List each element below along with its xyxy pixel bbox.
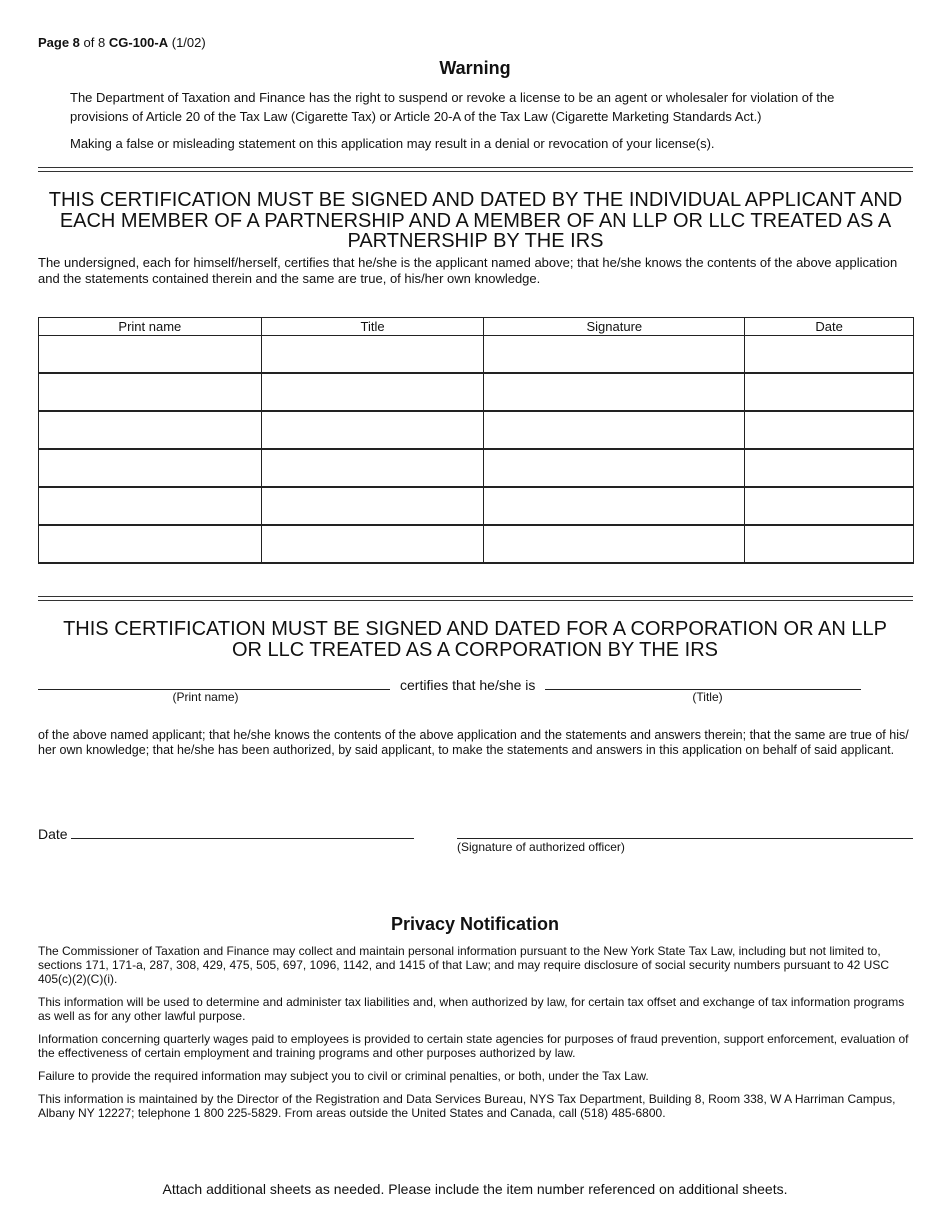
privacy-paragraph: Information concerning quarterly wages paid to employees is provided to certain state agencies for purposes of fraud prevention, support enforcement, evaluation of the effectiveness of certain employment and training programs and other purposes authorized by law. — [38, 1032, 909, 1060]
column-header: Title — [261, 318, 484, 336]
column-header: Date — [745, 318, 914, 336]
form-id: CG-100-A — [108, 35, 169, 50]
table-row — [39, 525, 914, 563]
signature-cell[interactable] — [484, 373, 745, 411]
footer-note: Attach additional sheets as needed. Please include the item number referenced on additional sheets. — [162, 1181, 788, 1197]
date-cell[interactable] — [745, 487, 914, 525]
individual-cert-title: THIS CERTIFICATION MUST BE SIGNED AND DATED BY THE INDIVIDUAL APPLICANT AND EACH MEMBER OF A PARTNERSHIP AND A MEMBER OF AN LLP OR LLC TREATED AS A PARTNERSHIP BY THE IRS — [48, 189, 903, 252]
warning-body — [70, 89, 870, 163]
print-name-cell[interactable] — [39, 525, 262, 563]
corporation-cert-text: of the above named applicant; that he/she knows the contents of the above application and the statements and answers therein; that the same are true of his/ her own knowledge; that he/she has been authorized, by said applicant, to make the statements and answers in this application on behalf of said applicant. — [38, 728, 909, 757]
print-name-cell[interactable] — [39, 411, 262, 449]
signature-cell[interactable] — [484, 487, 745, 525]
date-line[interactable] — [71, 838, 414, 839]
privacy-body — [38, 944, 918, 1129]
warning-paragraph: Making a false or misleading statement on this application may result in a denial or revocation of your license(s). — [70, 136, 715, 151]
signature-cell[interactable] — [484, 411, 745, 449]
signature-cell[interactable] — [484, 336, 745, 374]
print-name-cell[interactable] — [39, 487, 262, 525]
title-cell[interactable] — [261, 525, 484, 563]
column-header: Print name — [39, 318, 262, 336]
certifies-text: certifies that he/she is — [400, 677, 536, 693]
title-cell[interactable] — [261, 411, 484, 449]
date-cell[interactable] — [745, 336, 914, 374]
table-row — [39, 336, 914, 374]
page-of-label: of 8 — [83, 35, 106, 50]
title-cell[interactable] — [261, 336, 484, 374]
table-row — [39, 449, 914, 487]
print-name-caption: (Print name) — [172, 690, 239, 704]
date-label: Date — [38, 826, 68, 842]
section-divider — [38, 167, 913, 172]
date-cell[interactable] — [745, 373, 914, 411]
print-name-cell[interactable] — [39, 449, 262, 487]
warning-paragraph: The Department of Taxation and Finance has the right to suspend or revoke a license to be an agent or wholesaler for violation of the provisions of Article 20 of the Tax Law (Cigarette Tax) or Article 20-A of the Tax Law (Cigarette Marketing Standards Act.) — [70, 90, 835, 124]
privacy-paragraph: Failure to provide the required information may subject you to civil or criminal penalties, or both, under the Tax Law. — [38, 1069, 649, 1083]
signature-caption: (Signature of authorized officer) — [457, 840, 625, 854]
print-name-cell[interactable] — [39, 336, 262, 374]
date-cell[interactable] — [745, 525, 914, 563]
form-revision: (1/02) — [171, 35, 206, 50]
page-header — [38, 35, 206, 50]
signature-cell[interactable] — [484, 525, 745, 563]
signature-table-header — [39, 318, 914, 336]
column-header: Signature — [484, 318, 745, 336]
corporation-cert-title: THIS CERTIFICATION MUST BE SIGNED AND DATED FOR A CORPORATION OR AN LLP OR LLC TREATED AS A CORPORATION BY THE IRS — [63, 618, 887, 661]
section-divider — [38, 596, 913, 601]
signature-cell[interactable] — [484, 449, 745, 487]
privacy-paragraph: The Commissioner of Taxation and Finance may collect and maintain personal information pursuant to the New York State Tax Law, including but not limited to, sections 171, 171-a, 287, 308, 429, 475, 505, 697, 1096, 1142, and 1415 of that Law; and may require disclosure of social security numbers pursuant to 42 USC 405(c)(2)(C)(i). — [38, 944, 889, 986]
print-name-cell[interactable] — [39, 373, 262, 411]
table-row — [39, 373, 914, 411]
page-label: Page 8 — [38, 35, 80, 50]
title-cell[interactable] — [261, 373, 484, 411]
privacy-title: Privacy Notification — [390, 914, 560, 934]
date-cell[interactable] — [745, 411, 914, 449]
individual-cert-text: The undersigned, each for himself/herself, certifies that he/she is the applicant named above; that he/she knows the contents of the above application and the statements contained therein and the same are true, of his/her own knowledge. — [38, 255, 898, 286]
date-cell[interactable] — [745, 449, 914, 487]
table-row — [39, 411, 914, 449]
title-caption: (Title) — [692, 690, 723, 704]
signature-line[interactable] — [457, 838, 913, 839]
warning-title: Warning — [439, 58, 511, 78]
signature-table — [38, 317, 914, 564]
table-row — [39, 487, 914, 525]
title-cell[interactable] — [261, 487, 484, 525]
privacy-paragraph: This information is maintained by the Director of the Registration and Data Services Bureau, NYS Tax Department, Building 8, Room 338, W A Harriman Campus, Albany NY 12227; telephone 1 800 225-5829. From areas outside the United States and Canada, call (518) 485-6800. — [38, 1092, 896, 1120]
privacy-paragraph: This information will be used to determine and administer tax liabilities and, when authorized by law, for certain tax offset and exchange of tax information programs as well as for any other lawful purpose. — [38, 995, 905, 1023]
title-cell[interactable] — [261, 449, 484, 487]
